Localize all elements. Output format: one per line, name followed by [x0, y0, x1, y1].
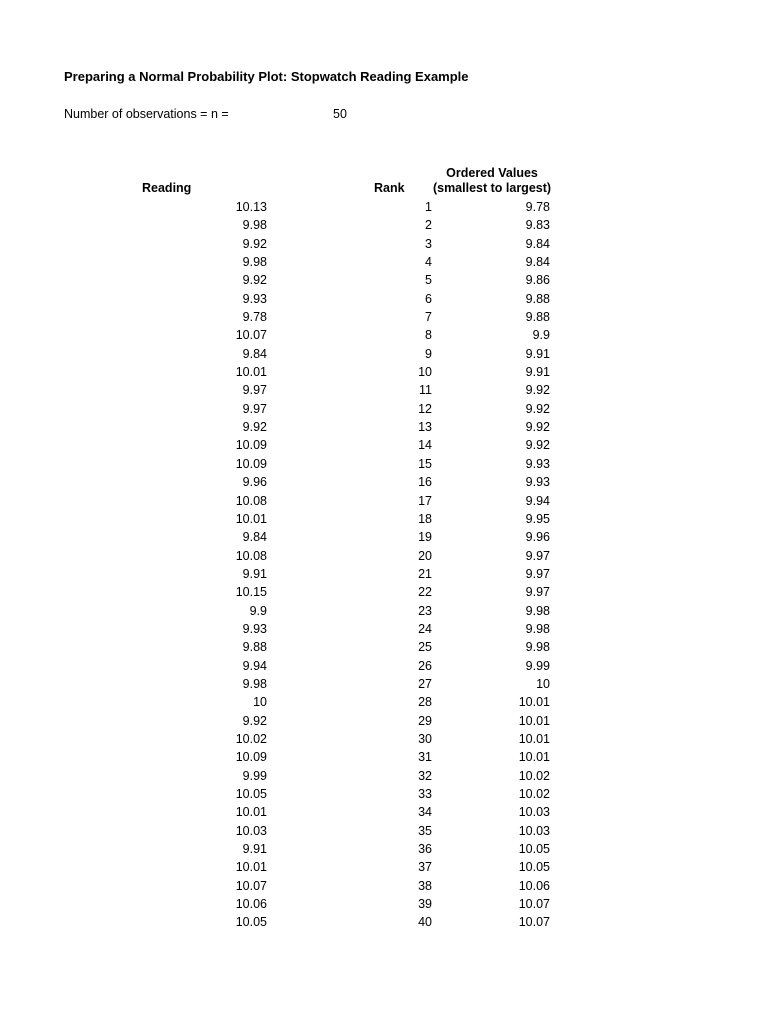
ordered-value-cell: 10.01 [518, 713, 550, 728]
ordered-value-cell: 9.88 [525, 291, 550, 306]
data-table [0, 199, 768, 933]
reading-cell: 10.08 [235, 493, 267, 508]
table-row [0, 658, 768, 676]
ordered-value-cell: 9.84 [525, 255, 550, 270]
page-title: Preparing a Normal Probability Plot: Stopwatch Reading Example [64, 69, 469, 84]
reading-cell: 10.01 [235, 365, 267, 380]
table-row [0, 291, 768, 309]
rank-cell: 9 [425, 346, 432, 361]
reading-cell: 9.93 [242, 621, 267, 636]
table-row [0, 548, 768, 566]
ordered-value-cell: 9.97 [525, 585, 550, 600]
rank-cell: 33 [418, 787, 432, 801]
reading-cell: 9.84 [242, 530, 267, 545]
rank-cell: 38 [418, 878, 432, 893]
ordered-value-cell: 10.07 [518, 915, 550, 930]
rank-cell: 18 [418, 511, 432, 526]
table-row [0, 823, 768, 841]
rank-cell: 15 [418, 456, 432, 471]
table-row [0, 309, 768, 327]
rank-cell: 32 [418, 768, 432, 783]
table-row [0, 346, 768, 364]
rank-cell: 4 [425, 255, 432, 270]
ordered-value-cell: 9.98 [525, 640, 550, 655]
reading-cell: 10.07 [235, 328, 267, 343]
rank-cell: 28 [418, 695, 432, 710]
reading-cell: 9.96 [242, 475, 267, 490]
ordered-value-cell: 9.92 [525, 383, 550, 398]
rank-cell: 25 [418, 640, 432, 655]
rank-cell: 29 [418, 713, 432, 728]
ordered-value-cell: 10.05 [518, 860, 550, 875]
table-row [0, 878, 768, 896]
ordered-value-cell: 10.03 [518, 805, 550, 820]
ordered-value-cell: 9.93 [525, 456, 550, 471]
table-row [0, 456, 768, 474]
table-row [0, 786, 768, 804]
ordered-value-cell: 10.01 [518, 731, 550, 746]
reading-cell: 9.88 [242, 640, 267, 655]
reading-cell: 10.03 [235, 823, 267, 838]
observations-label: Number of observations = n = [64, 107, 229, 121]
table-row [0, 639, 768, 657]
reading-cell: 10.01 [235, 805, 267, 820]
table-row [0, 621, 768, 639]
rank-cell: 21 [418, 566, 432, 581]
reading-cell: 9.99 [242, 768, 267, 783]
ordered-value-cell: 10.01 [518, 750, 550, 765]
ordered-value-cell: 9.93 [525, 475, 550, 490]
table-row [0, 896, 768, 914]
ordered-value-cell: 10.02 [518, 768, 550, 783]
reading-cell: 9.92 [242, 713, 267, 728]
table-row [0, 199, 768, 217]
ordered-value-cell: 9.92 [525, 438, 550, 453]
rank-cell: 22 [418, 585, 432, 600]
rank-cell: 34 [418, 805, 432, 820]
reading-cell: 9.92 [242, 273, 267, 288]
rank-cell: 14 [418, 438, 432, 453]
ordered-value-cell: 9.98 [525, 621, 550, 636]
reading-cell: 9.98 [242, 255, 267, 270]
ordered-value-cell: 10.06 [518, 878, 550, 893]
reading-cell: 10.09 [235, 438, 267, 453]
reading-cell: 9.94 [242, 658, 267, 673]
reading-cell: 10.01 [235, 860, 267, 875]
ordered-value-cell: 10.02 [518, 787, 550, 801]
ordered-value-cell: 9.97 [525, 548, 550, 563]
ordered-values-column-header [424, 166, 560, 196]
reading-cell: 9.9 [249, 603, 267, 618]
reading-cell: 9.84 [242, 346, 267, 361]
reading-cell: 10.05 [235, 787, 267, 801]
rank-cell: 2 [425, 218, 432, 233]
table-row [0, 419, 768, 437]
rank-column-header: Rank [374, 181, 405, 195]
ordered-value-cell: 9.83 [525, 218, 550, 233]
ordered-value-cell: 9.98 [525, 603, 550, 618]
rank-cell: 11 [419, 383, 432, 398]
reading-cell: 10.09 [235, 750, 267, 765]
table-row [0, 382, 768, 400]
rank-cell: 30 [418, 731, 432, 746]
reading-cell: 9.93 [242, 291, 267, 306]
reading-column-header: Reading [142, 181, 192, 195]
rank-cell: 19 [418, 530, 432, 545]
rank-cell: 35 [418, 823, 432, 838]
ordered-value-cell: 9.91 [525, 365, 550, 380]
reading-cell: 9.91 [242, 842, 267, 857]
table-row [0, 768, 768, 786]
rank-cell: 40 [418, 915, 432, 930]
ordered-value-cell: 10.07 [518, 897, 550, 912]
reading-cell: 10.02 [235, 731, 267, 746]
ordered-values-header-line1: Ordered Values [446, 166, 538, 180]
ordered-value-cell: 9.99 [525, 658, 550, 673]
rank-cell: 20 [418, 548, 432, 563]
ordered-value-cell: 9.92 [525, 420, 550, 435]
rank-cell: 5 [425, 273, 432, 288]
table-row [0, 713, 768, 731]
reading-cell: 9.98 [242, 676, 267, 691]
reading-cell: 10.15 [235, 585, 267, 600]
reading-cell: 9.78 [242, 310, 267, 325]
table-row [0, 217, 768, 235]
reading-cell: 10.06 [235, 897, 267, 912]
rank-cell: 16 [418, 475, 432, 490]
rank-cell: 7 [425, 310, 432, 325]
rank-cell: 17 [418, 493, 432, 508]
ordered-values-header-line2: (smallest to largest) [432, 181, 552, 195]
reading-cell: 10.08 [235, 548, 267, 563]
table-row [0, 859, 768, 877]
ordered-value-cell: 9.9 [532, 328, 550, 343]
reading-cell: 10.07 [235, 878, 267, 893]
table-row [0, 529, 768, 547]
ordered-value-cell: 9.97 [525, 566, 550, 581]
table-row [0, 804, 768, 822]
rank-cell: 27 [418, 676, 432, 691]
ordered-value-cell: 10.03 [518, 823, 550, 838]
reading-cell: 9.97 [242, 383, 267, 398]
table-row [0, 694, 768, 712]
reading-cell: 10 [253, 695, 267, 710]
table-row [0, 731, 768, 749]
rank-cell: 8 [425, 328, 432, 343]
rank-cell: 13 [418, 420, 432, 435]
table-row [0, 327, 768, 345]
reading-cell: 10.09 [235, 456, 267, 471]
rank-cell: 3 [425, 236, 432, 251]
table-row [0, 914, 768, 932]
ordered-value-cell: 10 [536, 676, 550, 691]
ordered-value-cell: 9.92 [525, 401, 550, 416]
table-row [0, 272, 768, 290]
table-row [0, 749, 768, 767]
table-row [0, 841, 768, 859]
reading-cell: 10.01 [235, 511, 267, 526]
ordered-value-cell: 9.95 [525, 511, 550, 526]
rank-cell: 1 [425, 200, 432, 214]
table-row [0, 236, 768, 254]
reading-cell: 10.13 [235, 200, 267, 214]
ordered-value-cell: 9.88 [525, 310, 550, 325]
rank-cell: 10 [418, 365, 432, 380]
table-row [0, 364, 768, 382]
rank-cell: 24 [418, 621, 432, 636]
reading-cell: 9.92 [242, 236, 267, 251]
table-row [0, 254, 768, 272]
ordered-value-cell: 10.05 [518, 842, 550, 857]
table-row [0, 401, 768, 419]
reading-cell: 9.98 [242, 218, 267, 233]
rank-cell: 23 [418, 603, 432, 618]
rank-cell: 37 [418, 860, 432, 875]
table-row [0, 511, 768, 529]
reading-cell: 10.05 [235, 915, 267, 930]
table-row [0, 437, 768, 455]
ordered-value-cell: 9.78 [525, 200, 550, 214]
reading-cell: 9.97 [242, 401, 267, 416]
table-row [0, 584, 768, 602]
rank-cell: 36 [418, 842, 432, 857]
ordered-value-cell: 10.01 [518, 695, 550, 710]
ordered-value-cell: 9.84 [525, 236, 550, 251]
table-row [0, 676, 768, 694]
reading-cell: 9.91 [242, 566, 267, 581]
rank-cell: 12 [418, 401, 432, 416]
ordered-value-cell: 9.86 [525, 273, 550, 288]
observations-value: 50 [333, 107, 347, 121]
table-row [0, 493, 768, 511]
rank-cell: 26 [418, 658, 432, 673]
table-row [0, 474, 768, 492]
ordered-value-cell: 9.96 [525, 530, 550, 545]
table-row [0, 566, 768, 584]
rank-cell: 6 [425, 291, 432, 306]
ordered-value-cell: 9.94 [525, 493, 550, 508]
reading-cell: 9.92 [242, 420, 267, 435]
ordered-value-cell: 9.91 [525, 346, 550, 361]
rank-cell: 39 [418, 897, 432, 912]
rank-cell: 31 [418, 750, 432, 765]
table-row [0, 603, 768, 621]
